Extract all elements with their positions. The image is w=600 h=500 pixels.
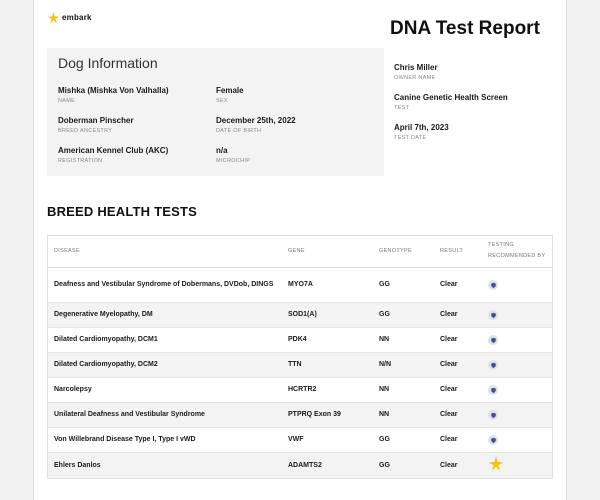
registration-field: [58, 146, 168, 164]
table-row: [48, 268, 552, 303]
dog-name-label: NAME: [58, 98, 76, 104]
genotype-cell: NN: [379, 411, 390, 418]
disease-cell: Ehlers Danlos: [54, 461, 101, 469]
disease-cell: Narcolepsy: [54, 386, 92, 393]
genotype-cell: GG: [379, 461, 390, 469]
gene-cell: PDK4: [288, 336, 307, 343]
genotype-cell: NN: [379, 336, 390, 343]
test-label: TEST: [394, 105, 410, 111]
recommended-header-line2: RECOMMENDED BY: [488, 253, 546, 259]
gene-cell: MYO7A: [288, 281, 313, 288]
shield-icon: [488, 385, 498, 395]
result-column-header: RESULT: [440, 248, 464, 254]
registration-value: American Kennel Club (AKC): [58, 146, 169, 155]
microchip-value: n/a: [216, 146, 228, 155]
table-row: [48, 303, 552, 328]
gene-cell: VWF: [288, 436, 304, 443]
gene-cell: SOD1(A): [288, 311, 317, 318]
disease-cell: Unilateral Deafness and Vestibular Syndrome: [54, 411, 205, 418]
owner-name-field: [394, 63, 438, 81]
owner-name-label: OWNER NAME: [394, 75, 436, 81]
recommended-column-header: [488, 240, 545, 262]
microchip-label: MICROCHIP: [216, 158, 251, 164]
result-cell: Clear: [440, 461, 458, 469]
test-field: [394, 93, 508, 111]
dog-sex-value: Female: [216, 86, 244, 95]
date-of-birth-value: December 25th, 2022: [216, 116, 296, 125]
table-row: [48, 403, 552, 428]
dog-sex-label: SEX: [216, 98, 228, 104]
dog-sex-field: [216, 86, 244, 104]
result-cell: Clear: [440, 436, 458, 443]
shield-icon: [488, 410, 498, 420]
disease-cell: Dilated Cardiomyopathy, DCM2: [54, 361, 158, 368]
table-row: [48, 378, 552, 403]
genotype-cell: N/N: [379, 361, 392, 368]
disease-column-header: DISEASE: [54, 248, 80, 254]
genotype-cell: GG: [379, 281, 390, 288]
breed-ancestry-value: Doberman Pinscher: [58, 116, 134, 125]
breed-ancestry-label: BREED ANCESTRY: [58, 128, 113, 134]
genotype-cell: GG: [379, 436, 390, 443]
result-cell: Clear: [440, 336, 458, 343]
shield-icon: [488, 360, 498, 370]
report-title: DNA Test Report: [390, 18, 540, 39]
date-of-birth-field: [216, 116, 296, 134]
test-date-value: April 7th, 2023: [394, 123, 449, 132]
test-date-field: [394, 123, 449, 141]
report-page: [33, 0, 567, 500]
result-cell: Clear: [440, 361, 458, 368]
recommended-header-line1: TESTING: [488, 242, 514, 248]
embark-star-icon: [488, 455, 504, 476]
date-of-birth-label: DATE OF BIRTH: [216, 128, 262, 134]
brand-logo[interactable]: [47, 11, 92, 24]
dog-name-field: [58, 86, 169, 104]
table-row: [48, 353, 552, 378]
result-cell: Clear: [440, 311, 458, 318]
test-date-label: TEST DATE: [394, 135, 427, 141]
table-row: [48, 328, 552, 353]
disease-cell: Degenerative Myelopathy, DM: [54, 311, 153, 318]
disease-cell: Dilated Cardiomyopathy, DCM1: [54, 336, 158, 343]
dog-information-heading: Dog Information: [58, 55, 158, 71]
table-row: [48, 453, 552, 478]
embark-star-icon: [47, 11, 60, 24]
owner-name-value: Chris Miller: [394, 63, 438, 72]
breed-ancestry-field: [58, 116, 134, 134]
result-cell: Clear: [440, 281, 458, 288]
genotype-cell: GG: [379, 311, 390, 318]
brand-name: embark: [62, 13, 92, 22]
disease-cell: Deafness and Vestibular Syndrome of Dobermans, DVDob, DINGS: [54, 281, 274, 288]
shield-icon: [488, 310, 498, 320]
gene-column-header: GENE: [288, 248, 305, 254]
result-cell: Clear: [440, 386, 458, 393]
disease-cell: Von Willebrand Disease Type I, Type I vWD: [54, 436, 196, 443]
table-header: [48, 236, 552, 268]
dog-information-panel: [47, 48, 384, 176]
genotype-cell: NN: [379, 386, 390, 393]
breed-health-table: [47, 235, 553, 479]
microchip-field: [216, 146, 250, 164]
genotype-column-header: GENOTYPE: [379, 248, 412, 254]
shield-icon: [488, 280, 498, 290]
gene-cell: ADAMTS2: [288, 461, 322, 469]
table-row: [48, 428, 552, 453]
gene-cell: HCRTR2: [288, 386, 317, 393]
test-value: Canine Genetic Health Screen: [394, 93, 508, 102]
gene-cell: PTPRQ Exon 39: [288, 411, 341, 418]
gene-cell: TTN: [288, 361, 302, 368]
registration-label: REGISTRATION: [58, 158, 103, 164]
shield-icon: [488, 335, 498, 345]
breed-health-title: BREED HEALTH TESTS: [47, 204, 197, 219]
shield-icon: [488, 435, 498, 445]
result-cell: Clear: [440, 411, 458, 418]
dog-name-value: Mishka (Mishka Von Valhalla): [58, 86, 169, 95]
